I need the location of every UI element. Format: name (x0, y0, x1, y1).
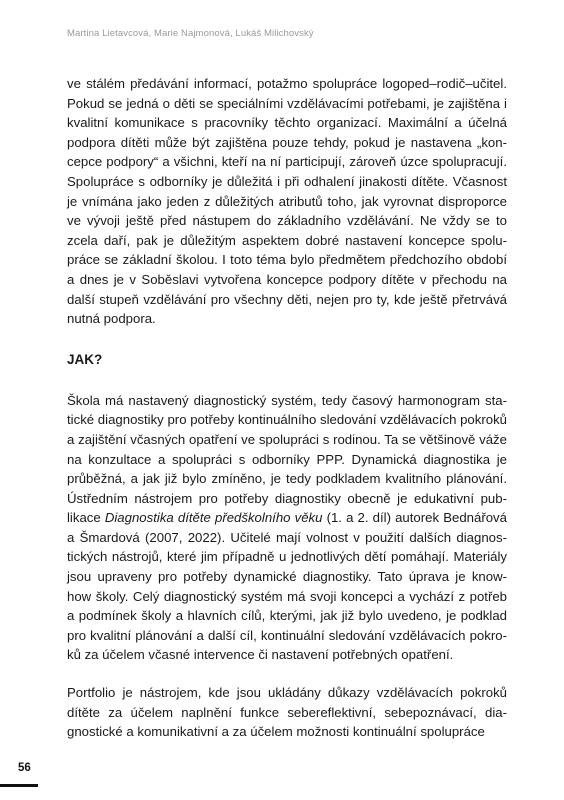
paragraph-2-text-after: (1. a 2. díl) autorek Bednářová a Šmardová (2007, 2022). Učitelé mají volnost v použití dalších diagnostických nástrojů, které jim případně u jednotlivých dětí pomáhají. Materiály jsou upraveny pro potřeby dynamické diagnostiky. Tato úprava je know-how školy. Celý diagnostický systém má svoji koncepci a vychází z potřeb a podmínek školy a hlavních cílů, kterými, jak již bylo uvedeno, je podklad pro kvalitní plánování a další cíl, kontinuální sledování vzdělávacích pokroků za účelem včasné intervence či nastavení potřebných opatření. (67, 510, 507, 663)
section-heading: JAK? (67, 351, 103, 367)
book-title: Diagnostika dítěte předškolního věku (104, 510, 323, 526)
paragraph-2 (67, 391, 507, 665)
paragraph-1: ve stálém předávání informací, potažmo spolupráce logoped–rodič–učitel. Pokud se jedná o děti se speciálními vzdělávacími potřebami, je zajištěna i kvalitní komunikace s pracovníky těchto organizací. Maximální a účelná podpora dítěti může být zajištěna pouze tehdy, pokud je nastavena „koncepce podpory“ a všichni, kteří na ní participují, zároveň úzce spolupracují. Spolupráce s odborníky je důležitá i při odhalení jinakosti dítěte. Včasnost je vnímána jako jeden z důležitých atributů toho, jak vyrovnat disproporce ve vývoji ještě před nástupem do základního vzdělávání. Ne vždy se to zcela daří, pak je důležitým aspektem dobré nastavení koncepce spolupráce se základní školou. I toto téma bylo předmětem předchozího období a dnes je v Soběslavi vytvořena koncepce podpory dítěte v přechodu na další stupeň vzdělávání pro všechny děti, nejen pro ty, kde ještě přetrvává nutná podpora. (67, 76, 507, 327)
running-head-authors: Martina Lietavcová, Marie Najmonová, Lukáš Milichovský (67, 28, 314, 39)
paragraph-3: Portfolio je nástrojem, kde jsou ukládány důkazy vzdělávacích pokroků dítěte za účelem naplnění funkce sebereflektivní, sebepoznávací, diagnostické a komunikativní a za účelem možnosti kontinuální spolupráce (67, 685, 507, 740)
main-text (67, 74, 507, 742)
paragraph-2-text-before: Škola má nastavený diagnostický systém, tedy časový harmonogram statické diagnostiky pro potřeby kontinuálního sledování vzdělávacích pokroků a zajištění včasných opatření ve spolupráci s rodinou. Ta se většinově váže na konzultace a spolupráci s odborníky PPP. Dynamická diagnostika je průběžná, a jak již bylo zmíněno, je tedy podkladem kvalitního plánování. Ústředním nástrojem pro potřeby diagnostiky obecně je edukativní publikace (67, 392, 507, 526)
page-number: 56 (18, 762, 31, 774)
page-number-rule (0, 784, 38, 787)
page-number-block (0, 749, 50, 783)
